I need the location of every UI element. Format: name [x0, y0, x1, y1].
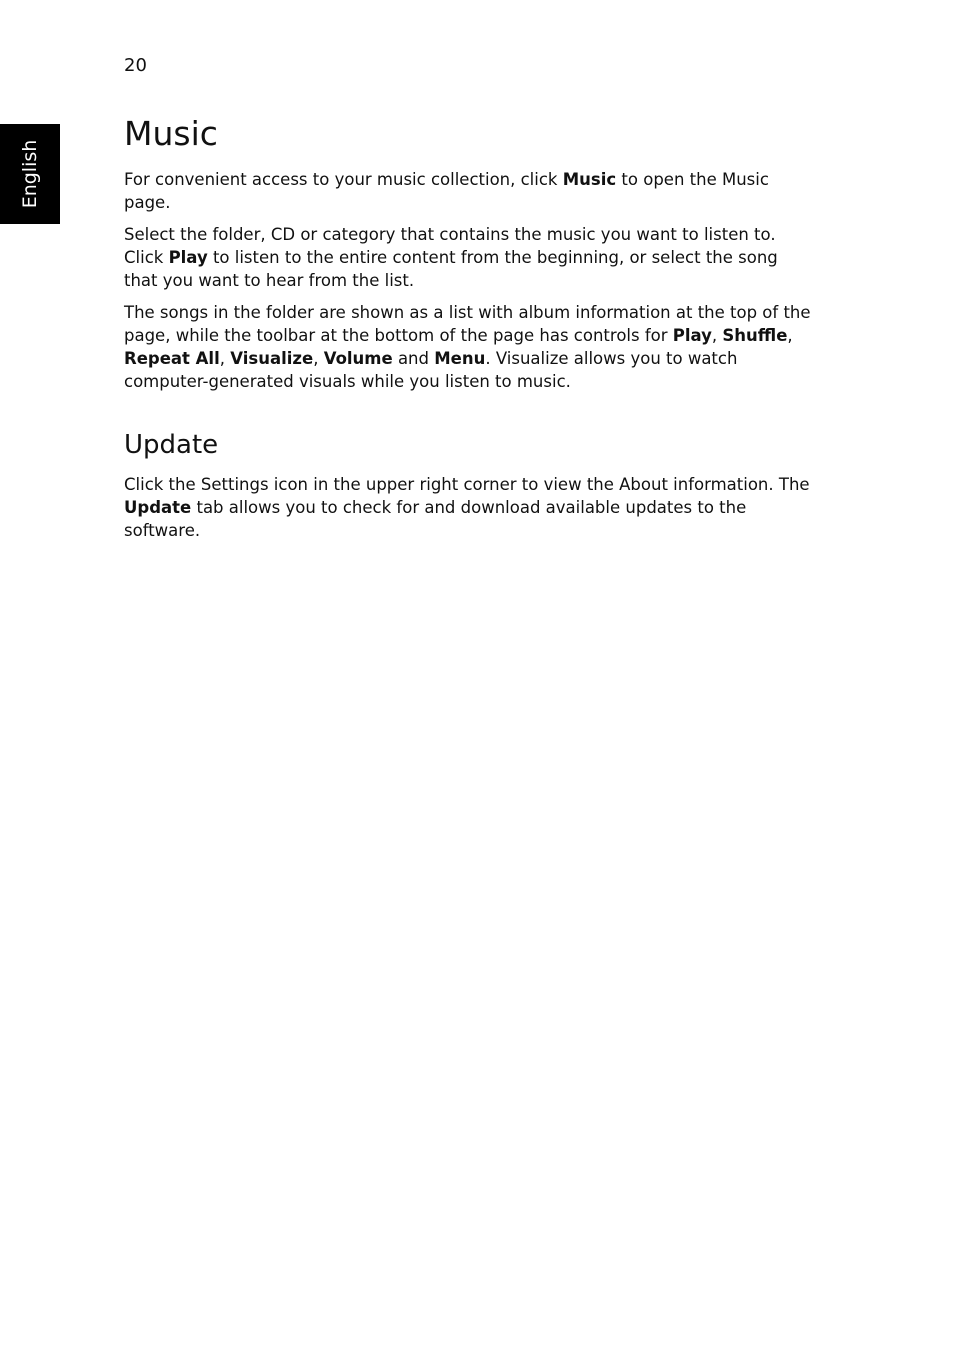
separator: , — [313, 349, 324, 368]
page-number: 20 — [124, 55, 147, 76]
music-term: Music — [562, 170, 617, 189]
music-heading: Music — [124, 114, 218, 153]
language-tab-label: English — [19, 139, 41, 209]
play-term: Play — [672, 326, 712, 345]
play-term: Play — [168, 248, 208, 267]
update-paragraph-1 — [124, 473, 814, 542]
music-paragraph-1 — [124, 168, 814, 214]
language-tab — [0, 124, 60, 224]
visualize-term: Visualize — [230, 349, 314, 368]
separator: , — [711, 326, 723, 345]
menu-term: Menu — [434, 349, 486, 368]
music-paragraph-3 — [124, 301, 814, 393]
text: For convenient access to your music collection, click — [124, 170, 563, 189]
update-term: Update — [124, 498, 192, 517]
text: The songs in the folder are shown as a list with album information at the top of the page, while the toolbar at the bottom of the page has controls for — [124, 303, 811, 345]
text: to open the Music page. — [124, 170, 769, 212]
text: Click the Settings icon in the upper right corner to view the About information. The — [124, 475, 810, 494]
volume-term: Volume — [323, 349, 393, 368]
page-content — [124, 112, 814, 551]
update-heading: Update — [124, 430, 219, 460]
music-paragraph-2 — [124, 223, 814, 292]
shuffle-term: Shuffle — [722, 326, 788, 345]
text: tab allows you to check for and download available updates to the software. — [124, 498, 747, 540]
separator: , — [787, 326, 793, 345]
text: to listen to the entire content from the beginning, or select the song that you want to hear from the list. — [124, 248, 778, 290]
text: Select the folder, CD or category that contains the music you want to listen to. Click — [124, 225, 776, 267]
text: . Visualize allows you to watch computer-generated visuals while you listen to music. — [124, 349, 738, 391]
repeat-all-term: Repeat All — [124, 349, 220, 368]
separator: , — [219, 349, 231, 368]
separator: and — [392, 349, 435, 368]
